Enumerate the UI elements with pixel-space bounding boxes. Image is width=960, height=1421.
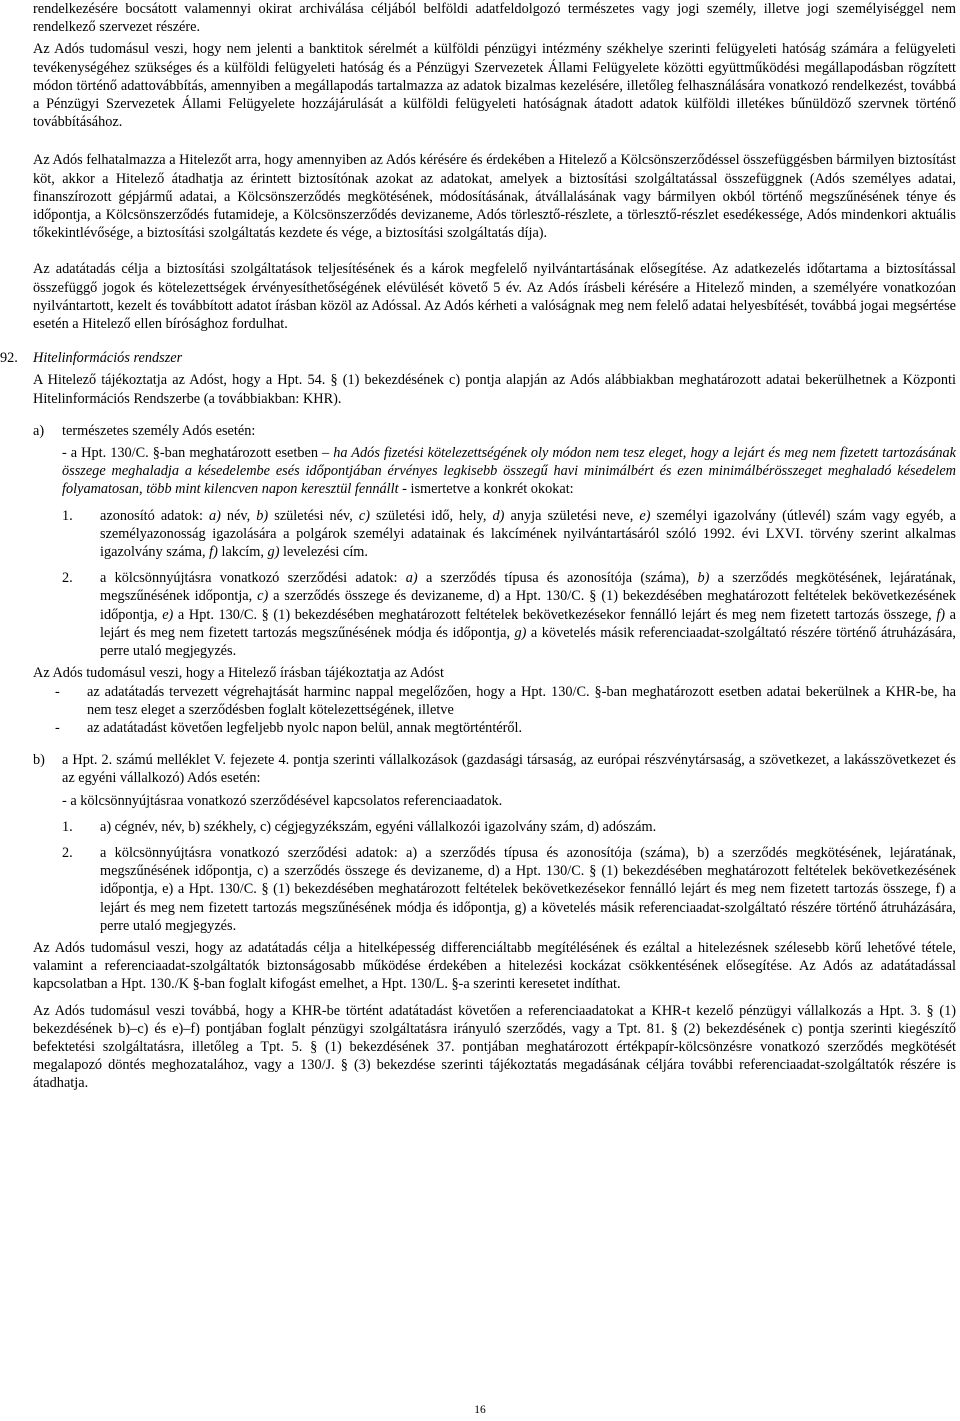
section-number: 92.: [0, 350, 18, 367]
paragraph-khr-referencia: Az Adós tudomásul veszi továbbá, hogy a KHR-be történt adatátadást követően a referenciaadatokat a KHR-t kezelő pénzügyi vállalkozás a Hpt. 3. § (1) bekezdésének b)–c) és e)–f) pontjában foglalt pénzügyi szolgáltatásra irányuló szerződés, vagy a Tpt. 81. § (2) bekezdésének c) pontja szerinti kiegészítő befektetési szolgáltatásra, illetőleg a Tpt. 5. § (1) bekezdésének 37. pontjában meghatározott értékpapír-kölcsönzésre vonatkozó szerződés megkötését megalapozó döntés meghozatalához, vagy a 130/J. § (3) bekezdése szerinti tájékoztatás megadásának céljára további referenciaadat-szolgáltatók részére is átadhatja.: [33, 1002, 956, 1092]
list-item-a1-text: azonosító adatok: a) név, b) születési név, c) születési idő, hely, d) anyja születési neve, e) személyi igazolvány (útlevél) szám vagy egyéb, a személyazonosság igazolására a polgárok személyi adatainak és lakcímének nyilvántartásáról szóló 1992. évi LXVI. törvény szerint alkalmas igazolvány száma, f) lakcím, g) levelezési cím.: [100, 507, 956, 561]
dash-item-1: [33, 683, 956, 719]
section-intro: A Hitelező tájékoztatja az Adóst, hogy a Hpt. 54. § (1) bekezdésének c) pontja alapján az Adós alábbiakban meghatározott adatai bekerülhetnek a Központi Hitelinformációs Rendszerbe (a továbbiakban: KHR).: [33, 372, 956, 407]
subsection-a-heading: természetes személy Adós esetén:: [62, 422, 256, 439]
dash-marker: -: [55, 719, 60, 736]
list-number: 1.: [62, 507, 73, 524]
list-item-b2-text: a kölcsönnyújtásra vonatkozó szerződési adatok: a) a szerződés típusa és azonosítója (száma), b) a szerződés megkötésének, lejáratának, megszűnésének időpontja, c) a szerződés összege és devizaneme, d) a Hpt. 130/C. § (1) bekezdésében meghatározott feltételek bekövetkezésének időpontja, e) a Hpt. 130/C. § (1) bekezdésében meghatározott feltételek bekövetkezésekor fennálló lejárt és meg nem fizetett tartozás összege, f) a lejárt és meg nem fizetett tartozás megszűnésének módja és időpontja, g) a követelés másik referenciaadat-szolgáltató részére történő átruházására, perre utaló megjegyzés.: [100, 844, 956, 934]
list-item-a1: [33, 507, 956, 562]
list-number: 2.: [62, 844, 73, 861]
list-number: 2.: [62, 570, 73, 587]
paragraph-continuation: rendelkezésére bocsátott valamennyi okirat archiválása céljából belföldi adatfeldolgozó természetes vagy jogi személy, illetve jogi személyiséggel nem rendelkező szervezet részére.: [33, 1, 956, 36]
paragraph-adatatadas-celja: Az adatátadás célja a biztosítási szolgáltatások teljesítésének és a károk megfelelő nyilvántartásának elősegítése. Az adatkezelés időtartama a biztosítással összefüggő jogok és kötelezettségek érvényesíthetőségének elévülését követő 5 év. Az Adós írásbeli kérésére a Hitelező minden, a személyére vonatkozóan nyilvántartott, kezelt és továbbított adatot írásban közöl az Adóssal. Az Adós kérheti a valóságnak meg nem felelő adatai helyesbítését, továbbá jogai megsértése esetén a Hitelező ellen bírósághoz fordulhat.: [33, 261, 956, 333]
subsection-a-intro: - a Hpt. 130/C. §-ban meghatározott esetben – ha Adós fizetési kötelezettségének oly módon nem tesz eleget, hogy a lejárt és meg nem fizetett tartozásának összege meghaladja a késedelembe esés időpontjában érvényes legkisebb összegű havi minimálbért és ezen minimálbérösszeget meghaladó késedelem folyamatosan, több mint kilencven napon keresztül fennállt - ismertetve a konkrét okokat:: [62, 445, 957, 498]
dash-item-1-text: az adatátadás tervezett végrehajtását harminc nappal megelőzően, hogy a Hpt. 130/C. §-ban meghatározott esetben adatai bekerülnek a KHR-be, ha nem tesz eleget a szerződésben foglalt kötelezettségének, illetve: [87, 683, 956, 718]
subsection-b-heading: a Hpt. 2. számú melléklet V. fejezete 4. pontja szerinti vállalkozások (gazdasági társaság, az európai részvénytársaság, a szövetkezet, a lakásszövetkezet és az egyéni vállalkozó) Adós esetén:: [62, 752, 956, 787]
subsection-a-label: a): [33, 422, 45, 439]
paragraph-biztositas: Az Adós felhatalmazza a Hitelezőt arra, hogy amennyiben az Adós kérésére és érdekében a Hitelező a Kölcsönszerződéssel összefüggésben bármilyen biztosítást köt, akkor a Hitelező átadhatja az érintett biztosítónak azokat az adatokat, amelyek a biztosítási szolgáltatással összefüggnek (Adós személyes adatai, finanszírozott gépjármű adatai, a Kölcsönszerződés megkötésének, módosításának, átvállalásának vagy bármilyen okból történő megszűnésének ténye és időpontja, a Kölcsönszerződés futamideje, a Kölcsönszerződés devizaneme, Adós törlesztő-részlete, a törlesztő-részlet esedékessége, Adós mindenkori aktuális tőkekintlévősége, a biztosítási szolgáltatás kezdete és vége, a biztosítási szolgáltatás díja).: [33, 152, 956, 242]
list-item-a2-text: a kölcsönnyújtásra vonatkozó szerződési adatok: a) a szerződés típusa és azonosítója (száma), b) a szerződés megkötésének, lejáratának, megszűnésének időpontja, c) a szerződés összege és devizaneme, d) a Hpt. 130/C. § (1) bekezdésében meghatározott feltételek bekövetkezésének időpontja, e) a Hpt. 130/C. § (1) bekezdésében meghatározott feltételek bekövetkezésekor fennálló lejárt és meg nem fizetett tartozás összege, f) a lejárt és meg nem fizetett tartozás megszűnésének módja és időpontja, g) a követelés másik referenciaadat-szolgáltató részére történő átruházására, perre utaló megjegyzés.: [100, 570, 957, 660]
notice-paragraph: Az Adós tudomásul veszi, hogy a Hitelező írásban tájékoztatja az Adóst: [33, 665, 444, 682]
subsection-b-label: b): [33, 752, 45, 769]
list-item-b1: [33, 818, 956, 836]
dash-item-2: [33, 719, 956, 737]
list-item-a2: [33, 569, 956, 660]
list-item-b2: [33, 844, 956, 935]
subsection-a: [33, 422, 956, 499]
list-item-b1-text: a) cégnév, név, b) székhely, c) cégjegyzékszám, egyéni vállalkozói igazolvány szám, d) adószám.: [100, 818, 657, 835]
subsection-b: [33, 751, 956, 810]
list-number: 1.: [62, 818, 73, 835]
dash-item-2-text: az adatátadást követően legfeljebb nyolc napon belül, annak megtörténtéről.: [87, 719, 523, 736]
subsection-b-intro: - a kölcsönnyújtásraa vonatkozó szerződésével kapcsolatos referenciaadatok.: [62, 792, 503, 809]
section-title: Hitelinformációs rendszer: [33, 350, 183, 367]
dash-marker: -: [55, 683, 60, 700]
section-92: [0, 349, 957, 1092]
page-number: 16: [474, 1404, 486, 1416]
paragraph-banktitok: Az Adós tudomásul veszi, hogy nem jelenti a banktitok sérelmét a külföldi pénzügyi intézmény székhelye szerinti felügyeleti hatóság számára a felügyeleti tevékenységéhez szükséges és a külföldi felügyeleti hatóság és a Pénzügyi Szervezetek Állami Felügyelete közötti együttműködési megállapodásban rögzített módon történő adattovábbítás, amennyiben a megállapodás tartalmazza az adatok bizalmas kezelésére, illetőleg felhasználására vonatkozó rendelkezést, továbbá a Pénzügyi Szervezetek Állami Felügyelete hozzájárulását a külföldi felügyeleti hatóságnak átadott adatok külföldi illetékes bűnüldöző szervnek történő továbbításához.: [33, 41, 956, 131]
paragraph-adatatadas-kifogas: Az Adós tudomásul veszi, hogy az adatátadás célja a hitelképesség differenciáltabb megítélésének és ezáltal a hitelezésnek szélesebb körű lehetővé tétele, valamint a referenciaadat-szolgáltatók biztonságosabb működése érdekében a hitelezési kockázat csökkentésének elősegítése. Az Adós az adatátadással kapcsolatban a Hpt. 130./K §-ban foglalt kifogást emelhet, a Hpt. 130/L. §-a szerinti keresetet indíthat.: [33, 939, 956, 993]
